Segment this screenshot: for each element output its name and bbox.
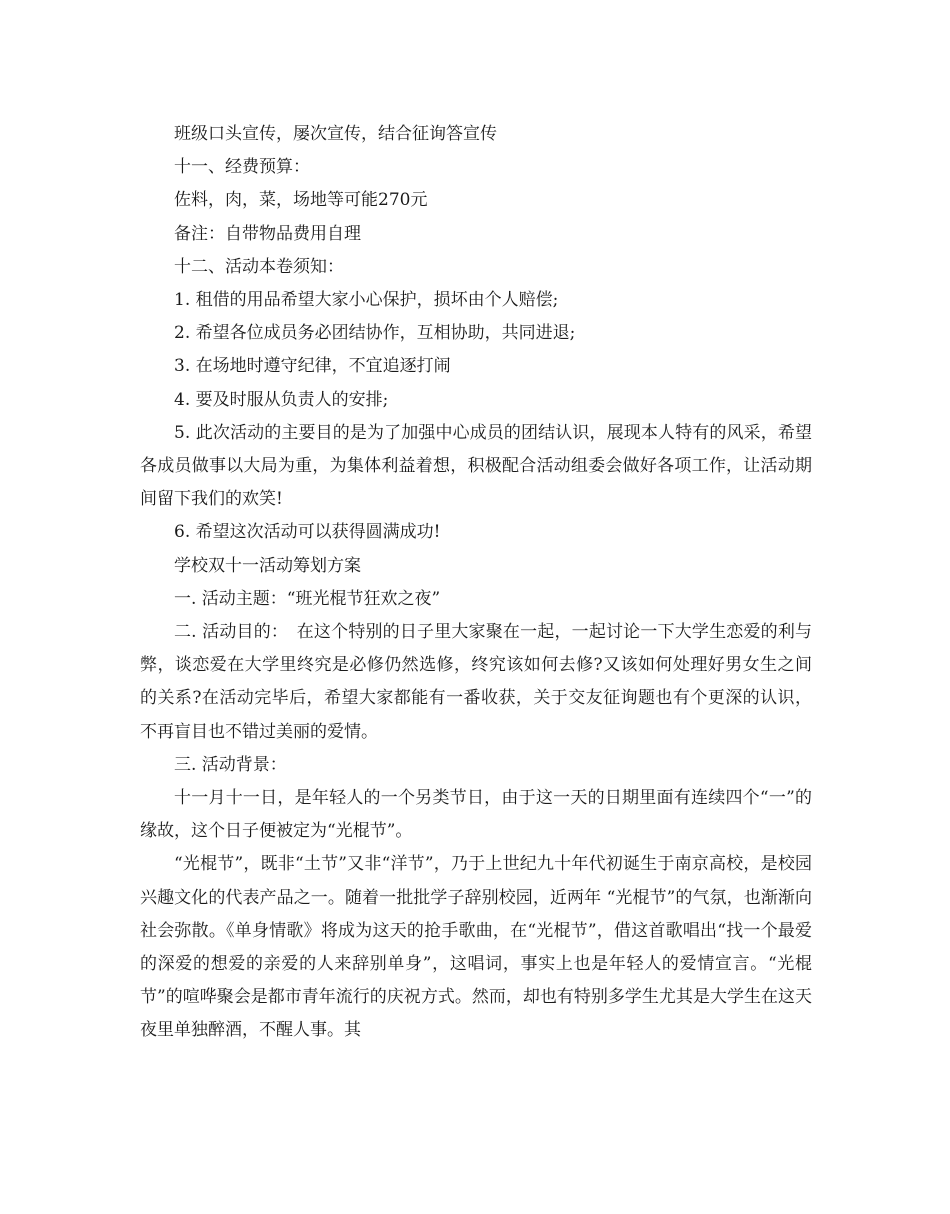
paragraph-publicity: 班级口头宣传，屡次宣传，结合征询答宣传 [174,124,497,144]
document-body [140,118,812,1048]
notice-item-3: 3. 在场地时遵守纪律，不宜追逐打闹 [174,356,451,377]
heading-budget: 十一、经费预算： [174,157,310,178]
notice-item-5: 5. 此次活动的主要目的是为了加强中心成员的团结认识，展现本人特有的风采，希望各成员做事以大局为重，为集体利益着想，积极配合活动组委会做好各项工作，让活动期间留下我们的欢笑! [140,422,812,510]
paragraph-budget: 佐料，肉，菜，场地等可能270元 [174,190,428,211]
heading-notice: 十二、活动本卷须知： [174,256,344,277]
background-paragraph-2: “光棍节”，既非“土节”又非“洋节”，乃于上世纪九十年代初诞生于南京高校，是校园兴趣文化的代表产品之一。随着一批批学子辞别校园，近两年 “光棍节”的气氛，也渐渐向社会弥散。《单身情歌》将成为这天的抢手歌曲，在“光棍节”，借这首歌唱出“找一个最爱的深爱的想爱的亲爱的人来辞别单身”，这唱词，事实上也是年轻人的爱情宣言。“光棍节”的喧哗聚会是都市青年流行的庆祝方式。然而，却也有特别多学生尤其是大学生在这天夜里单独醉酒，不醒人事。其 [140,854,812,1041]
activity-purpose: 二. 活动目的： 在这个特别的日子里大家聚在一起，一起讨论一下大学生恋爱的利与弊，谈恋爱在大学里终究是必修仍然选修，终究该如何去修?又该如何处理好男女生之间的关系?在活动完毕后，希望大家都能有一番收获，关于交友征询题也有个更深的认识，不再盲目也不错过美丽的爱情。 [140,622,812,742]
section-title: 学校双十一活动筹划方案 [174,555,361,576]
notice-item-2: 2. 希望各位成员务必团结协作，互相协助，共同进退; [174,323,576,344]
paragraph-note: 备注：自带物品费用自理 [174,223,361,244]
notice-item-4: 4. 要及时服从负责人的安排; [174,389,389,410]
heading-background: 三. 活动背景： [174,754,287,775]
background-paragraph-1: 十一月十一日，是年轻人的一个另类节日，由于这一天的日期里面有连续四个“一”的缘故，这个日子便被定为“光棍节”。 [140,788,812,842]
notice-item-6: 6. 希望这次活动可以获得圆满成功! [174,522,441,543]
notice-item-1: 1. 租借的用品希望大家小心保护，损坏由个人赔偿; [174,290,559,311]
activity-theme: 一. 活动主题：“班光棍节狂欢之夜” [174,588,441,609]
